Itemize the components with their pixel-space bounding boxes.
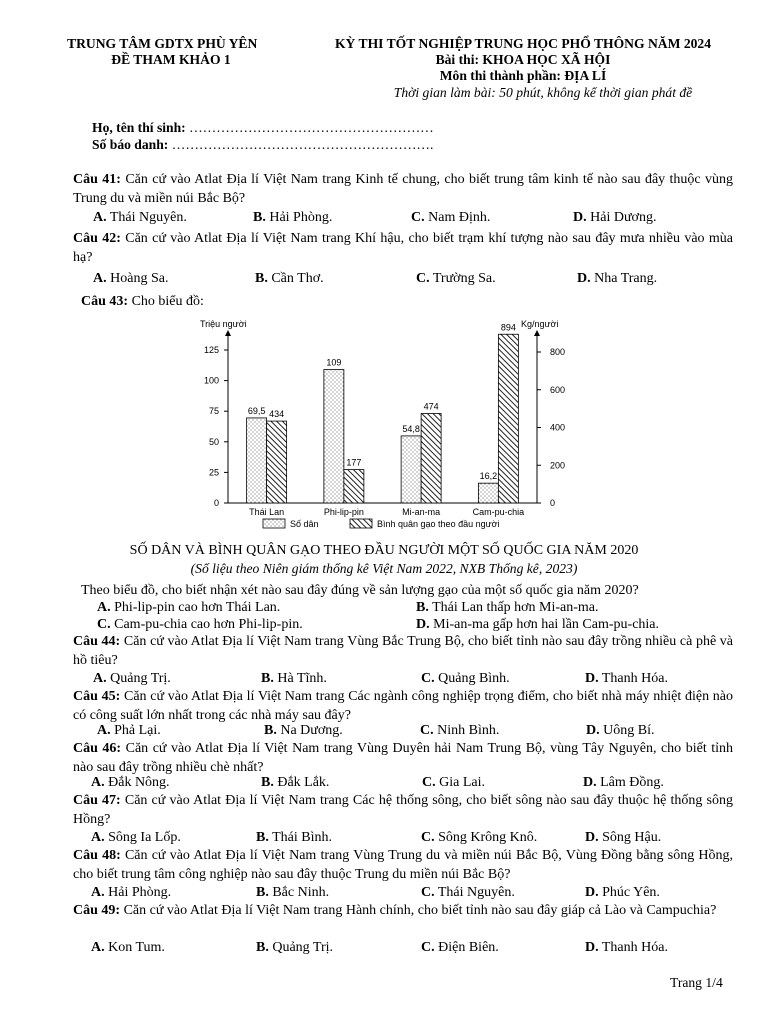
- option-43-a[interactable]: A. Phi-lip-pin cao hơn Thái Lan.: [97, 600, 281, 615]
- center-name: TRUNG TÂM GDTX PHÙ YÊN: [67, 36, 258, 51]
- option-45-a[interactable]: A. Phả Lại.: [97, 723, 161, 738]
- x-tick-label: Phi-lip-pin: [323, 507, 364, 517]
- bar-so-dan: [324, 370, 344, 503]
- exam-type: ĐỀ THAM KHẢO 1: [111, 52, 231, 67]
- question-45: [73, 687, 733, 725]
- option-49-d[interactable]: D. Thanh Hóa.: [585, 940, 668, 955]
- candidate-name-label: Họ, tên thí sinh:: [92, 120, 186, 135]
- candidate-name-dots: ………………………………………………: [189, 120, 434, 135]
- option-41-c[interactable]: C. Nam Định.: [411, 210, 491, 225]
- option-41-b[interactable]: B. Hải Phòng.: [253, 210, 333, 225]
- option-49-a[interactable]: A. Kon Tum.: [91, 940, 165, 955]
- question-number: Câu 42:: [73, 231, 121, 246]
- y-left-tick-label: 125: [203, 345, 219, 355]
- option-41-a[interactable]: A. Thái Nguyên.: [93, 210, 187, 225]
- bar-so-dan: [401, 436, 421, 503]
- option-43-b[interactable]: B. Thái Lan thấp hơn Mi-an-ma.: [416, 600, 599, 615]
- data-label-binh-quan-gao: 894: [500, 322, 516, 333]
- option-48-d[interactable]: D. Phúc Yên.: [585, 885, 660, 900]
- y-right-axis-label: Kg/người: [521, 319, 559, 329]
- option-47-c[interactable]: C. Sông Krông Knô.: [421, 830, 538, 845]
- data-label-so-dan: 54,8: [402, 423, 420, 434]
- option-44-c[interactable]: C. Quảng Bình.: [421, 671, 510, 686]
- chart-subtitle: (Số liệu theo Niên giám thống kê Việt Nam 2022, NXB Thống kê, 2023): [190, 561, 578, 576]
- candidate-id-row: [92, 136, 433, 154]
- y-right-tick-label: 400: [550, 422, 566, 433]
- question-text: Căn cứ vào Atlat Địa lí Việt Nam trang Kinh tế chung, cho biết trung tâm kinh tế nào sau đây thuộc vùng Trung du và miền núi Bắc Bộ?: [73, 172, 734, 206]
- y-left-tick-label: 100: [203, 375, 219, 386]
- question-text: Căn cứ vào Atlat Địa lí Việt Nam trang Vùng Bắc Trung Bộ, cho biết tỉnh nào sau đây trồng nhiều cà phê và hồ tiêu?: [73, 634, 734, 668]
- question-48: [73, 846, 733, 884]
- data-label-so-dan: 109: [326, 357, 342, 368]
- y-left-tick-label: 50: [208, 436, 219, 447]
- data-label-so-dan: 69,5: [247, 405, 266, 416]
- bar-binh-quan-gao: [267, 421, 287, 503]
- option-42-c[interactable]: C. Trường Sa.: [416, 271, 496, 286]
- question-43-prompt: Theo biểu đồ, cho biết nhận xét nào sau đây đúng về sản lượng gạo của một số quốc gia năm 2020?: [81, 583, 639, 598]
- page-number: Trang 1/4: [670, 975, 723, 990]
- option-45-c[interactable]: C. Ninh Bình.: [420, 723, 500, 738]
- x-tick-label: Thái Lan: [249, 507, 285, 517]
- data-label-binh-quan-gao: 177: [346, 457, 362, 468]
- option-43-d[interactable]: D. Mi-an-ma gấp hơn hai lần Cam-pu-chia.: [416, 617, 660, 632]
- bar-binh-quan-gao: [344, 470, 364, 503]
- question-text: Căn cứ vào Atlat Địa lí Việt Nam trang Hành chính, cho biết tỉnh nào sau đây giáp cả Lào và Campuchia?: [123, 903, 717, 918]
- option-48-a[interactable]: A. Hải Phòng.: [91, 885, 172, 900]
- question-number: Câu 49:: [73, 903, 121, 918]
- option-41-d[interactable]: D. Hải Dương.: [573, 210, 657, 225]
- option-47-a[interactable]: A. Sông Ia Lốp.: [91, 830, 181, 845]
- question-text: Cho biểu đồ:: [131, 294, 204, 309]
- bar-chart: [0, 315, 768, 540]
- option-46-c[interactable]: C. Gia Lai.: [422, 775, 485, 790]
- bar-binh-quan-gao: [498, 334, 518, 503]
- option-42-a[interactable]: A. Hoàng Sa.: [93, 271, 169, 286]
- question-43: [81, 292, 204, 311]
- y-left-tick-label: 75: [208, 406, 219, 417]
- x-tick-label: Cam-pu-chia: [472, 507, 525, 517]
- option-47-b[interactable]: B. Thái Bình.: [256, 830, 332, 845]
- question-text: Căn cứ vào Atlat Địa lí Việt Nam trang Các ngành công nghiệp trọng điểm, cho biết nhà máy nhiệt điện nào có công suất lớn nhất trong các nhà máy sau đây?: [73, 689, 733, 723]
- y-right-tick-label: 600: [550, 384, 566, 395]
- option-49-b[interactable]: B. Quảng Trị.: [256, 940, 334, 955]
- question-number: Câu 44:: [73, 634, 121, 649]
- data-label-binh-quan-gao: 474: [423, 401, 439, 412]
- question-number: Câu 48:: [73, 848, 121, 863]
- chart-title: SỐ DÂN VÀ BÌNH QUÂN GẠO THEO ĐẦU NGƯỜI MỘT SỐ QUỐC GIA NĂM 2020: [129, 543, 639, 558]
- option-42-b[interactable]: B. Cần Thơ.: [255, 271, 324, 286]
- option-44-d[interactable]: D. Thanh Hóa.: [585, 671, 668, 686]
- question-text: Căn cứ vào Atlat Địa lí Việt Nam trang Các hệ thống sông, cho biết sông nào sau đây thuộc hệ thống sông Hồng?: [73, 793, 733, 827]
- option-46-a[interactable]: A. Đắk Nông.: [91, 775, 170, 790]
- option-48-b[interactable]: B. Bắc Ninh.: [256, 885, 330, 900]
- question-number: Câu 47:: [73, 793, 121, 808]
- option-44-a[interactable]: A. Quảng Trị.: [93, 671, 171, 686]
- option-47-d[interactable]: D. Sông Hậu.: [585, 830, 662, 845]
- exam-subject-line: Bài thi: KHOA HỌC XÃ HỘI: [435, 52, 611, 67]
- question-text: Căn cứ vào Atlat Địa lí Việt Nam trang Vùng Duyên hải Nam Trung Bộ, vùng Tây Nguyên, cho biết tỉnh nào sau đây trồng nhiều chè nhất?: [73, 741, 734, 775]
- chart-layer: [200, 319, 565, 529]
- exam-title: KỲ THI TỐT NGHIỆP TRUNG HỌC PHỔ THÔNG NĂM 2024: [334, 36, 712, 51]
- question-49: [73, 901, 733, 920]
- data-label-binh-quan-gao: 434: [269, 409, 285, 420]
- y-right-tick-label: 800: [550, 347, 566, 357]
- question-number: Câu 46:: [73, 741, 122, 756]
- question-number: Câu 45:: [73, 689, 121, 704]
- question-44: [73, 632, 733, 670]
- x-tick-label: Mi-an-ma: [402, 507, 441, 517]
- option-45-d[interactable]: D. Uông Bí.: [586, 723, 655, 738]
- option-44-b[interactable]: B. Hà Tĩnh.: [261, 671, 327, 686]
- data-label-so-dan: 16,2: [479, 471, 498, 482]
- option-43-c[interactable]: C. Cam-pu-chia cao hơn Phi-lip-pin.: [97, 617, 303, 632]
- legend-swatch-binh-quan-gao: [350, 519, 372, 528]
- option-42-d[interactable]: D. Nha Trang.: [577, 271, 658, 286]
- question-text: Căn cứ vào Atlat Địa lí Việt Nam trang Khí hậu, cho biết trạm khí tượng nào sau đây mưa nhiều vào mùa hạ?: [73, 231, 734, 265]
- y-right-tick-label: 200: [550, 460, 566, 471]
- option-46-b[interactable]: B. Đắk Lắk.: [261, 775, 330, 790]
- question-text: Căn cứ vào Atlat Địa lí Việt Nam trang Vùng Trung du và miền núi Bắc Bộ, Vùng Đồng bằng sông Hồng, cho biết trung tâm công nghiệp nào sau đây thuộc Trung du miền núi Bắc Bộ?: [73, 848, 733, 882]
- y-left-tick-label: 0: [213, 498, 219, 508]
- legend-label-so-dan: Số dân: [290, 519, 319, 529]
- bar-binh-quan-gao: [421, 414, 441, 503]
- time-line: Thời gian làm bài: 50 phút, không kể thời gian phát đề: [393, 85, 693, 100]
- option-45-b[interactable]: B. Na Dương.: [264, 723, 343, 738]
- bar-so-dan: [247, 418, 267, 503]
- option-46-d[interactable]: D. Lâm Đồng.: [583, 775, 664, 790]
- option-49-c[interactable]: C. Điện Biên.: [421, 940, 499, 955]
- question-47: [73, 791, 733, 829]
- component-line: Môn thi thành phần: ĐỊA LÍ: [439, 68, 607, 83]
- candidate-id-dots: ………………………………………………….: [171, 137, 434, 152]
- y-left-axis-label: Triệu người: [200, 319, 247, 329]
- candidate-id-label: Số báo danh:: [92, 137, 169, 152]
- question-42: [73, 229, 733, 267]
- option-48-c[interactable]: C. Thái Nguyên.: [421, 885, 515, 900]
- y-left-tick-label: 25: [208, 467, 219, 478]
- y-right-tick-label: 0: [550, 498, 556, 508]
- question-number: Câu 43:: [81, 294, 129, 309]
- question-46: [73, 739, 733, 777]
- legend-label-binh-quan-gao: Bình quân gạo theo đầu người: [377, 519, 500, 529]
- question-number: Câu 41:: [73, 172, 121, 187]
- candidate-name-row: [92, 119, 434, 137]
- bar-so-dan: [478, 483, 498, 503]
- legend-swatch-so-dan: [263, 519, 285, 528]
- question-41: [73, 170, 733, 208]
